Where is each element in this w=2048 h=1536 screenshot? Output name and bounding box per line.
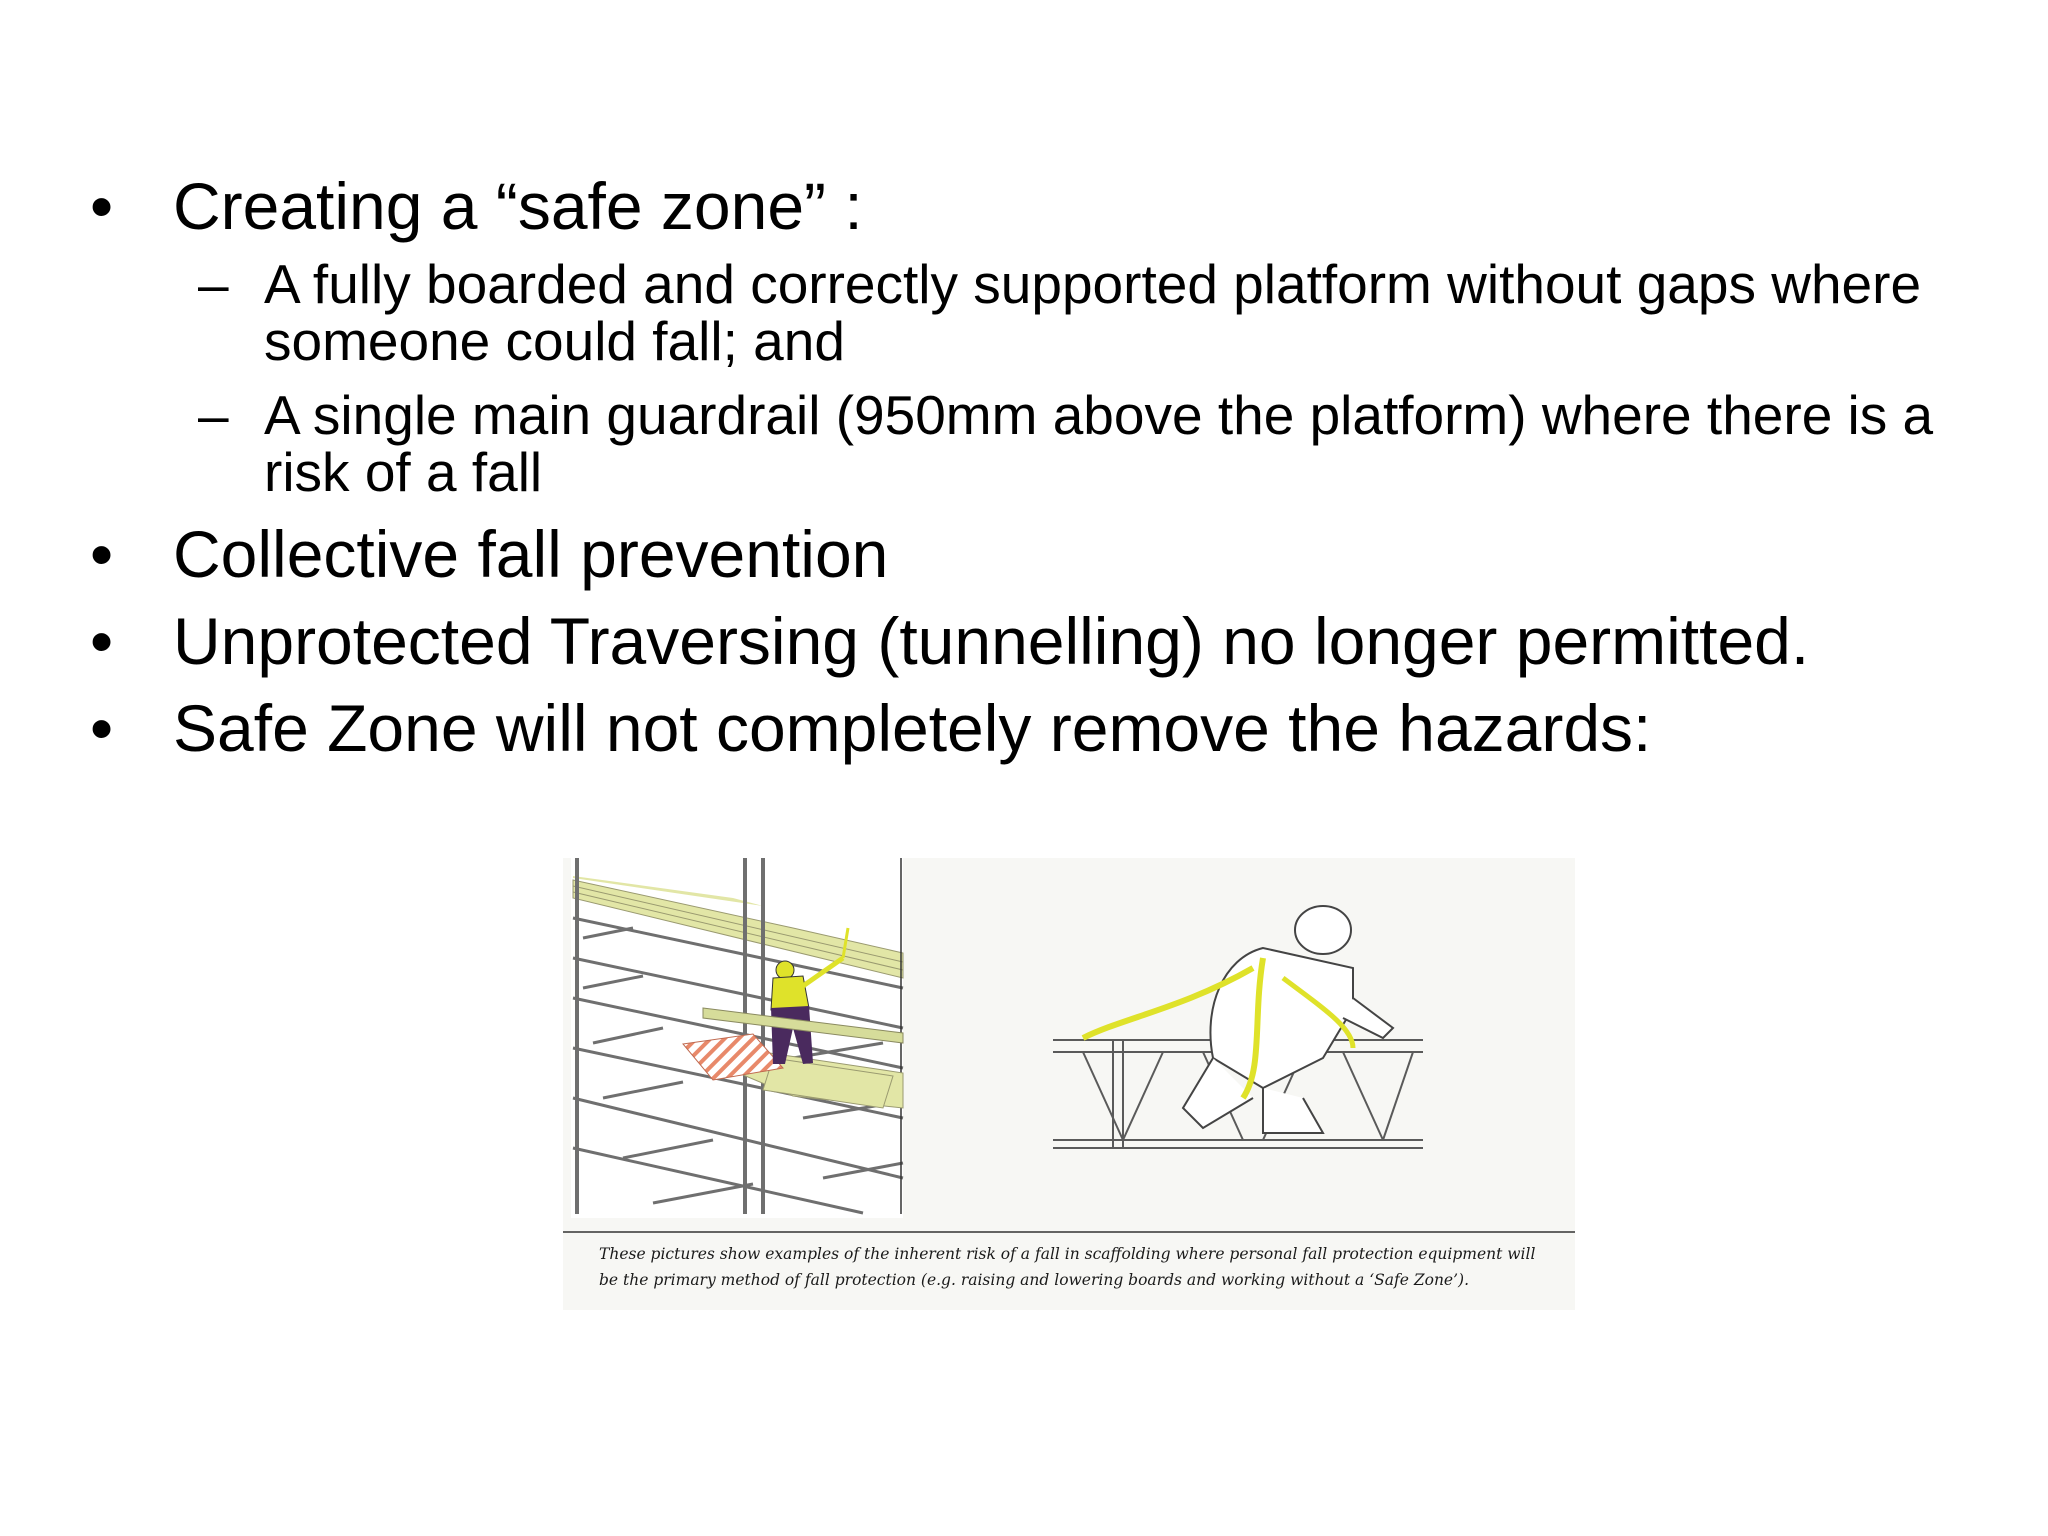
bullet-text: Creating a “safe zone” : — [173, 169, 863, 243]
bullet-marker: • — [90, 517, 114, 591]
bullet-text: Safe Zone will not completely remove the hazards: — [173, 691, 1652, 765]
bullet-text: Collective fall prevention — [173, 517, 889, 591]
left-scaffold-scene — [571, 858, 903, 1218]
figure-caption: These pictures show examples of the inherent risk of a fall in scaffolding where personal fall protection equipment will be the primary method of fall protection (e.g. raising and lowering boards and working without a ‘Safe Zone’). — [599, 1245, 1536, 1289]
sub-bullet-text: A fully boarded and correctly supported platform without gaps where someone could fall; and — [264, 253, 1922, 372]
scaffolding-illustration — [563, 858, 1575, 1310]
sub-bullet-marker: – — [198, 384, 229, 446]
sub-bullet-marker: – — [198, 253, 229, 315]
bullet-marker: • — [90, 169, 114, 243]
right-harness-scene — [1053, 906, 1423, 1148]
harnessed-worker — [1183, 906, 1393, 1133]
bullet-marker: • — [90, 691, 114, 765]
sub-bullet-text: A single main guardrail (950mm above the platform) where there is a risk of a fall — [264, 384, 1934, 503]
bullet-text: Unprotected Traversing (tunnelling) no longer permitted. — [173, 604, 1810, 678]
bullet-marker: • — [90, 604, 114, 678]
illustration-drawing — [563, 858, 1575, 1238]
